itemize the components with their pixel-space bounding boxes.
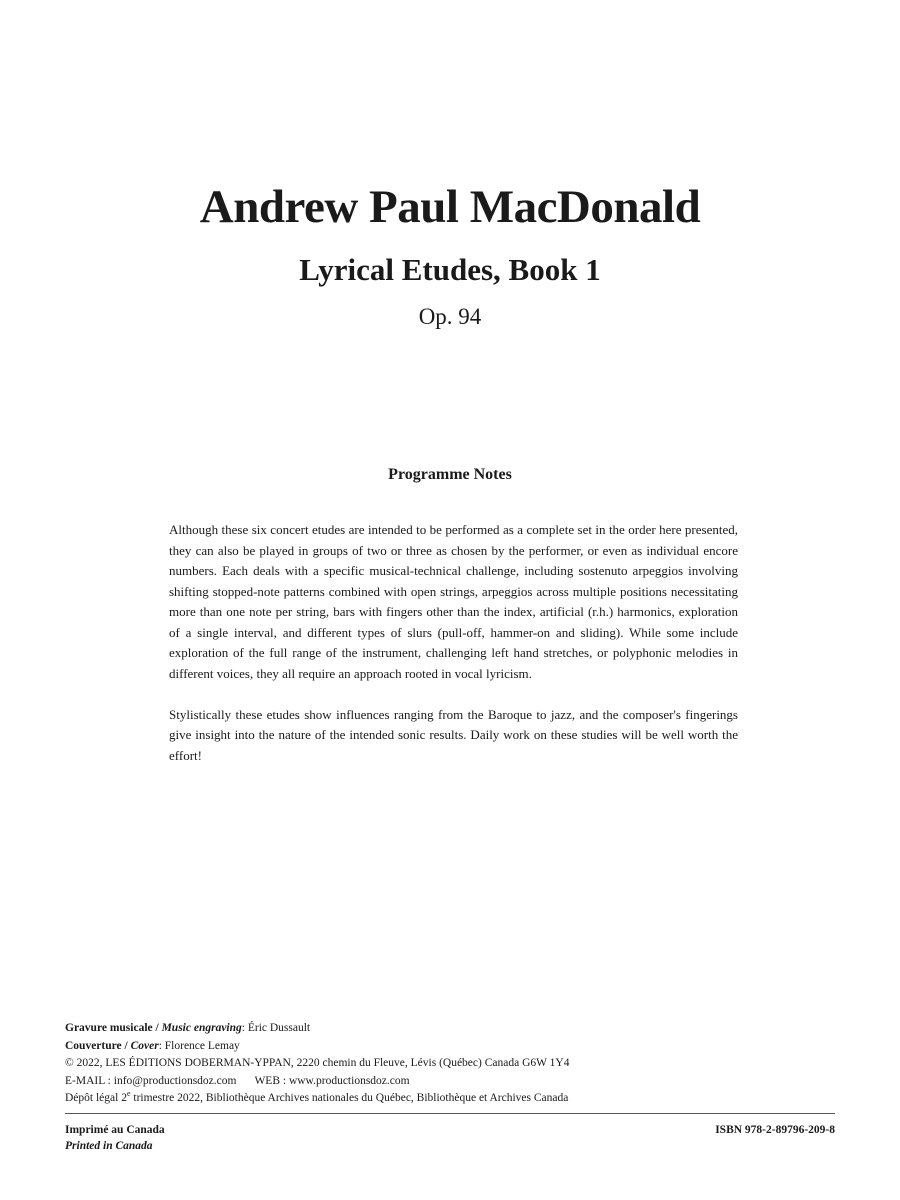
programme-notes-heading: Programme Notes (388, 466, 512, 483)
cover-designer-name: : Florence Lemay (158, 1039, 240, 1052)
composer-name: Andrew Paul MacDonald (199, 181, 701, 233)
engraver-name: : Éric Dussault (241, 1022, 311, 1034)
contact-line (65, 1073, 835, 1091)
engraving-label-en: Music engraving (161, 1022, 242, 1034)
notes-paragraph-2: Stylistically these etudes show influences ranging from the Baroque to jazz, and the composer's fingerings give insight into the nature of the intended sonic results. Daily work on these studies will be well worth the effort! (169, 706, 738, 763)
cover-credit (65, 1038, 835, 1056)
email-address: E-MAIL : info@productionsdoz.com (65, 1074, 237, 1087)
cover-label-en: Cover (130, 1039, 159, 1052)
legal-deposit-prefix: Dépôt légal 2 (65, 1092, 127, 1104)
cover-label-fr: Couverture (65, 1039, 122, 1052)
credit-separator: / (121, 1039, 131, 1052)
engraving-label-fr: Gravure musicale (65, 1022, 153, 1034)
programme-notes-body (169, 520, 738, 787)
printed-in-fr: Imprimé au Canada (65, 1124, 165, 1136)
legal-deposit-line (65, 1090, 835, 1108)
copyright-line: © 2022, LES ÉDITIONS DOBERMAN-YPPAN, 2220 chemin du Fleuve, Lévis (Québec) Canada G6W 1Y4 (65, 1057, 570, 1069)
notes-paragraph-1: Although these six concert etudes are intended to be performed as a complete set in the order here presented, they can also be played in groups of two or three as chosen by the performer, or even as individual encore numbers. Each deals with a specific musical-technical challenge, including sostenuto arpeggios involving shifting stopped-note patterns combined with open strings, arpeggios across multiple positions necessitating more than one note per string, bars with fingers other than the index, artificial (r.h.) harmonics, exploration of a single interval, and different types of slurs (pull-off, hammer-on and sliding). While some include exploration of the full range of the instrument, challenging left hand stretches, or polyphonic melodies in different voices, they all require an approach rooted in vocal lyricism. (169, 522, 738, 681)
work-title: Lyrical Etudes, Book 1 (299, 252, 601, 287)
opus-number: Op. 94 (418, 304, 482, 329)
footer-divider (65, 1113, 835, 1114)
isbn-number: ISBN 978-2-89796-209-8 (715, 1124, 835, 1136)
engraving-credit (65, 1020, 835, 1038)
legal-deposit-suffix: trimestre 2022, Bibliothèque Archives nationales du Québec, Bibliothèque et Archives Canada (130, 1092, 569, 1104)
legal-deposit-superscript: e (126, 1089, 131, 1099)
website-address: WEB : www.productionsdoz.com (254, 1074, 410, 1087)
credit-separator: / (152, 1022, 162, 1034)
publication-credits (65, 1020, 835, 1108)
printed-in-en: Printed in Canada (65, 1140, 153, 1152)
printed-in (65, 1122, 165, 1154)
